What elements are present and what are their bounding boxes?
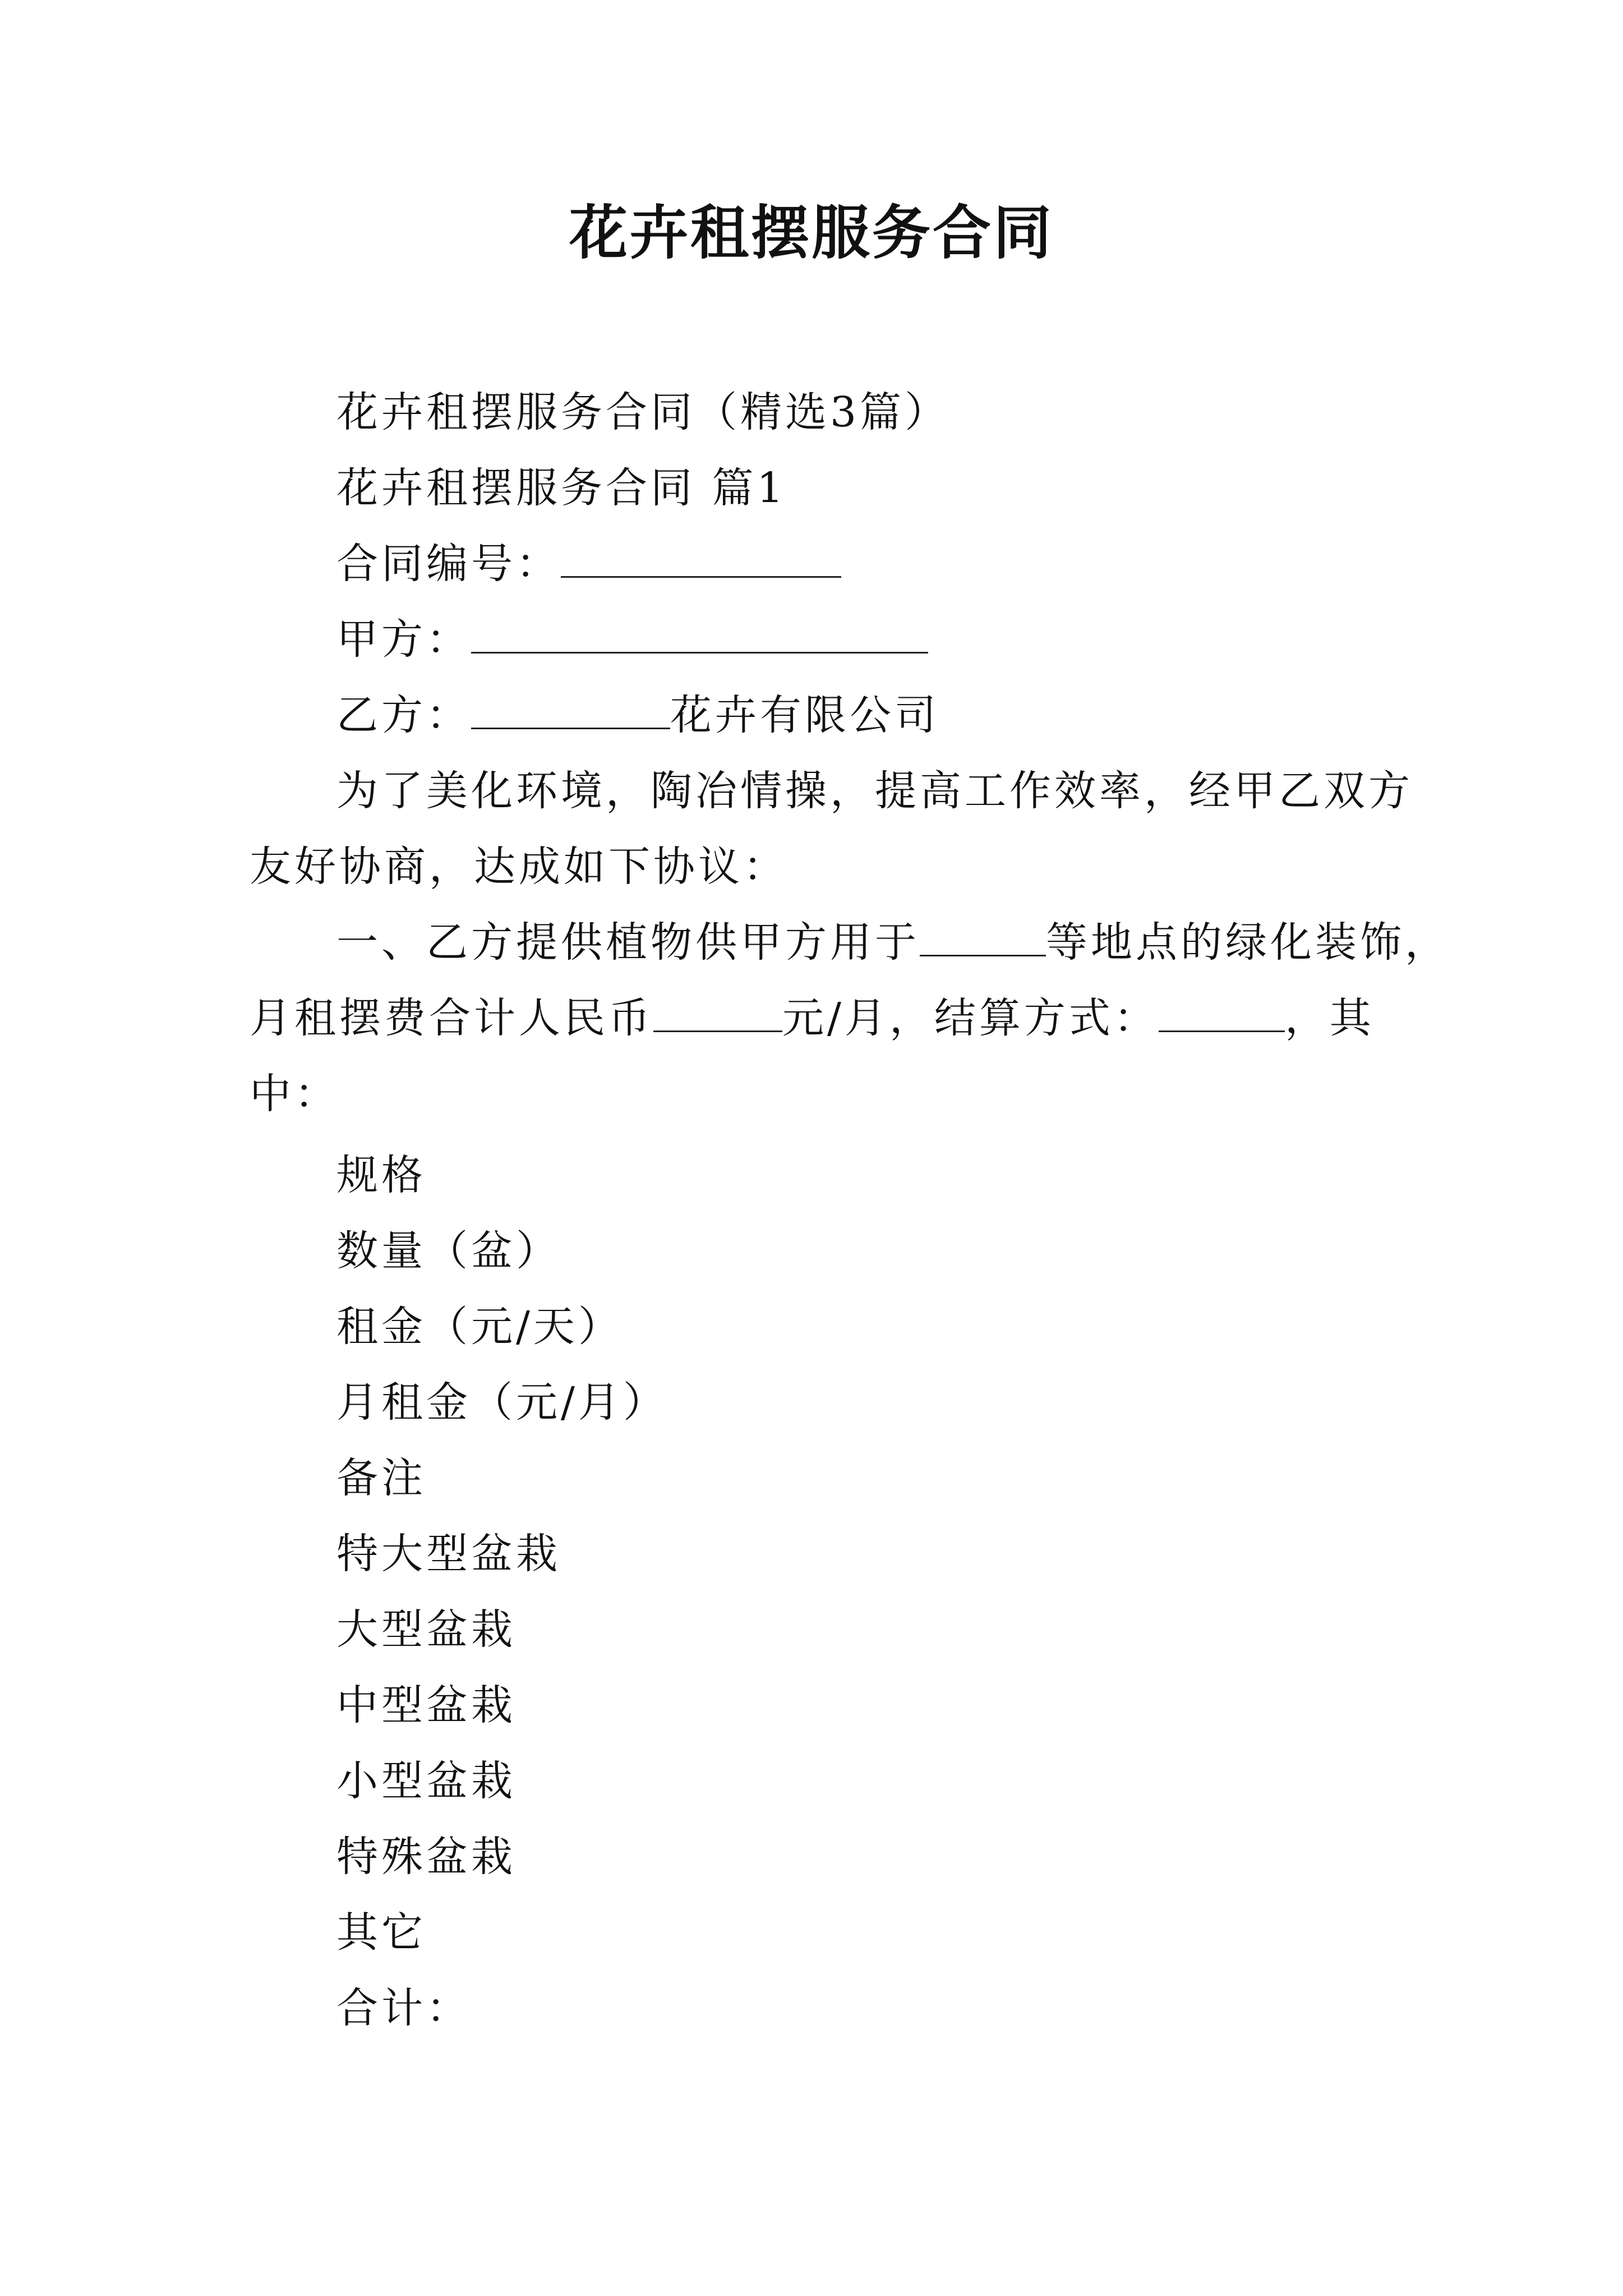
- item-large-pot: 大型盆栽: [336, 1605, 516, 1654]
- clause-1-text-b: 等地点的绿化装饰，: [1046, 918, 1450, 967]
- item-other: 其它: [336, 1908, 426, 1957]
- party-b-line: [336, 684, 939, 746]
- item-remarks: 备注: [336, 1454, 426, 1502]
- page-title: 花卉租摆服务合同: [569, 198, 1054, 267]
- item-spec: 规格: [336, 1151, 426, 1199]
- subtitle: 花卉租摆服务合同（精选3篇）: [336, 388, 950, 436]
- item-quantity: 数量（盆）: [336, 1227, 561, 1275]
- item-medium-pot: 中型盆栽: [336, 1681, 516, 1729]
- party-a-label: 甲方：: [336, 615, 471, 664]
- clause-1-text-a: 一、乙方提供植物供甲方用于: [336, 918, 920, 967]
- part-heading: 花卉租摆服务合同 篇1: [336, 464, 787, 512]
- settlement-blank: [1159, 997, 1285, 1032]
- item-total: 合计：: [336, 1984, 471, 2032]
- party-a-line: [336, 609, 928, 670]
- item-daily-rent: 租金（元/天）: [336, 1303, 623, 1351]
- party-b-blank: [471, 694, 670, 729]
- clause-1-text-e: ，其: [1284, 994, 1375, 1042]
- item-xl-pot: 特大型盆栽: [336, 1530, 561, 1578]
- item-monthly-rent: 月租金（元/月）: [336, 1378, 668, 1427]
- location-blank: [920, 921, 1046, 956]
- party-a-blank: [471, 618, 928, 654]
- contract-number-blank: [561, 542, 841, 578]
- clause-1-text-d: 元/月，结算方式：: [782, 994, 1159, 1042]
- clause-1-line-2: [250, 987, 1375, 1049]
- item-small-pot: 小型盆栽: [336, 1757, 516, 1805]
- party-b-company: 花卉有限公司: [670, 691, 939, 739]
- intro-line-2: 友好协商，达成如下协议：: [250, 843, 788, 891]
- clause-1-line-1: [336, 912, 1450, 973]
- amount-blank: [653, 997, 782, 1032]
- contract-number-label: 合同编号：: [336, 540, 561, 588]
- clause-1-line-3: 中：: [250, 1070, 339, 1118]
- clause-1-text-c: 月租摆费合计人民币: [250, 994, 653, 1042]
- party-b-label: 乙方：: [336, 691, 471, 739]
- intro-line-1: 为了美化环境，陶冶情操，提高工作效率，经甲乙双方: [336, 767, 1413, 815]
- item-special-pot: 特殊盆栽: [336, 1833, 516, 1881]
- contract-number-line: [336, 533, 841, 595]
